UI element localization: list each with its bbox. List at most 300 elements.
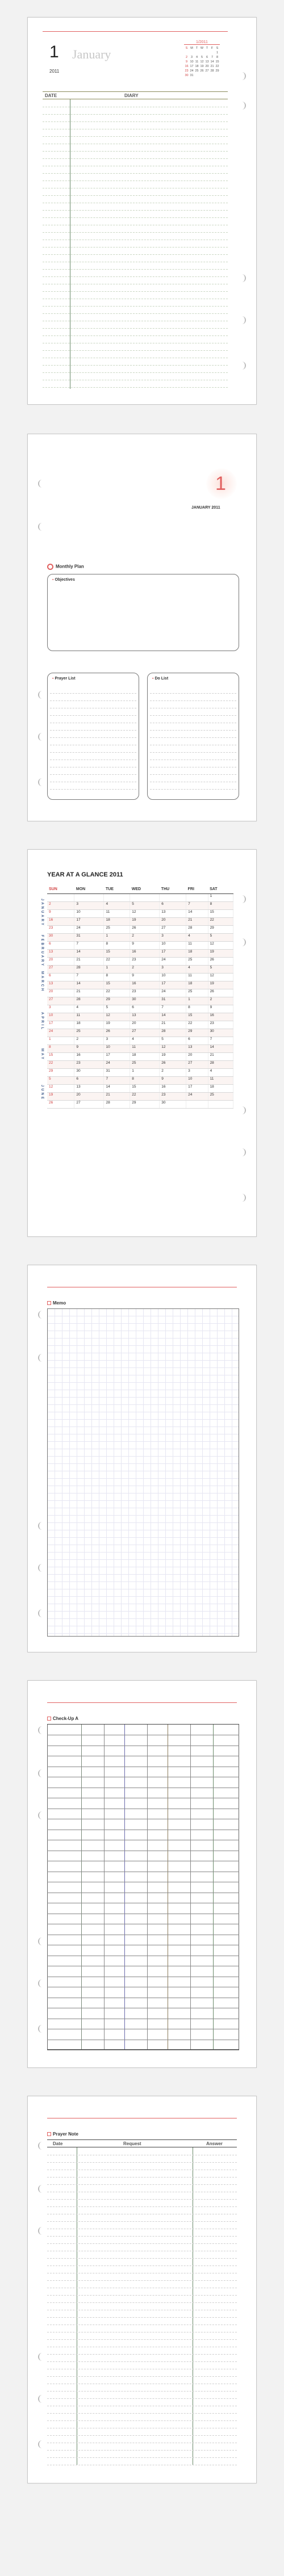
ruled-line (150, 730, 236, 731)
year-cal-day: 4 (130, 1037, 160, 1044)
mini-cal-day: 29 (215, 69, 219, 73)
year-cal-day: 25 (74, 1029, 104, 1037)
do-list-box[interactable] (147, 673, 239, 800)
year-cal-day: 26 (208, 957, 233, 965)
year-cal-day: 17 (104, 1052, 130, 1060)
year-cal-day: 24 (74, 925, 104, 933)
year-cal-day: 5 (47, 1076, 74, 1084)
ruled-line (47, 2391, 237, 2392)
ruled-line (47, 2413, 237, 2414)
binder-ring (38, 1811, 43, 1819)
mini-cal-weekday: F (211, 47, 214, 50)
mini-cal-day: 15 (215, 60, 219, 64)
binder-ring (241, 1148, 246, 1156)
ruled-line (47, 2236, 237, 2237)
mini-cal-day: 3 (190, 56, 193, 59)
year-cal-day: 30 (130, 997, 160, 1005)
mini-cal-day: 8 (216, 56, 219, 59)
mini-cal-day (189, 51, 194, 55)
year-cal-day: 3 (186, 1068, 208, 1076)
grid-column-line (190, 1725, 191, 2049)
mini-cal-weekday: S (216, 47, 219, 50)
ruled-line (43, 350, 228, 351)
prayer-list-label: ▪ Prayer List (52, 677, 76, 681)
year-calendar-grid (47, 885, 233, 1109)
year-cal-day: 6 (186, 1037, 208, 1044)
binder-ring (241, 274, 246, 282)
ruled-line (150, 715, 236, 716)
diary-ruled-lines (43, 99, 228, 389)
ruled-line (50, 774, 136, 775)
year-cal-day: 3 (104, 1037, 130, 1044)
year-cal-day (186, 1100, 208, 1108)
top-red-rule (47, 1702, 237, 1703)
ruled-line (47, 2376, 237, 2377)
year-cal-day: 22 (130, 1092, 160, 1100)
ruled-line (43, 313, 228, 314)
mini-cal-day: 23 (185, 69, 189, 73)
year-cal-day: 17 (160, 981, 186, 989)
weekday-header: MON (74, 885, 104, 893)
ruled-line (47, 2339, 237, 2340)
year-cal-day: 24 (47, 1029, 74, 1037)
year-cal-day: 12 (208, 941, 233, 949)
ruled-line (43, 328, 228, 329)
year-cal-day: 29 (186, 1029, 208, 1037)
year-cal-day: 27 (186, 1060, 208, 1068)
year-cal-day: 17 (186, 1084, 208, 1092)
year-cal-day: 18 (104, 917, 130, 925)
do-list-label-text: Do List (154, 677, 169, 681)
year-cal-day: 16 (130, 981, 160, 989)
year-cal-day: 27 (130, 1029, 160, 1037)
year-cal-day: 1 (208, 893, 233, 901)
year-cal-day: 27 (74, 1100, 104, 1108)
ruled-line (43, 365, 228, 366)
ruled-line (47, 2302, 237, 2303)
binder-ring (38, 1609, 43, 1617)
mini-cal-day: 20 (205, 65, 209, 68)
year-cal-day: 31 (104, 1068, 130, 1076)
year-cal-day: 27 (47, 997, 74, 1005)
year-cal-day: 21 (186, 917, 208, 925)
year-cal-day: 29 (47, 1068, 74, 1076)
top-red-rule (43, 31, 228, 32)
year-cal-day: 20 (74, 1092, 104, 1100)
mini-cal-day: 16 (185, 65, 189, 68)
checkup-grid[interactable] (47, 1724, 239, 2050)
binder-ring (241, 938, 246, 946)
memo-title-text: Memo (53, 1300, 66, 1306)
year-cal-day: 7 (74, 973, 104, 981)
year-cal-day: 11 (74, 1013, 104, 1021)
mini-cal-day (199, 51, 204, 55)
ruled-line (47, 2435, 237, 2436)
mini-cal-weekday: M (190, 47, 193, 50)
grid-column-line (124, 1725, 125, 2049)
year-cal-day: 20 (47, 989, 74, 997)
year-cal-day: 27 (47, 965, 74, 973)
year-cal-day: 9 (130, 973, 160, 981)
year-cal-day: 4 (74, 1005, 104, 1013)
binder-ring (38, 1979, 43, 1987)
grid-column-line (213, 1725, 214, 2049)
ruled-line (47, 2457, 237, 2458)
prayer-list-lines (50, 686, 136, 796)
month-number: 1 (215, 473, 226, 494)
year-cal-day: 6 (47, 941, 74, 949)
year-cal-day: 8 (130, 1076, 160, 1084)
mini-cal-day: 31 (190, 74, 194, 77)
year-cal-day (104, 893, 130, 901)
year-cal-day (186, 893, 208, 901)
year-cal-day: 30 (74, 1068, 104, 1076)
year-cal-day: 25 (186, 957, 208, 965)
col-answer-header: Answer (206, 2141, 223, 2146)
monthly-plan-title (47, 564, 84, 570)
daily-diary-page (27, 17, 257, 405)
mini-cal-day: 22 (215, 65, 219, 68)
year-cal-day: 31 (160, 997, 186, 1005)
mini-cal-day: 11 (195, 60, 199, 64)
ruled-line (47, 2265, 237, 2266)
year-cal-day: 14 (74, 981, 104, 989)
year-cal-day: 28 (74, 965, 104, 973)
year-cal-day: 8 (104, 941, 130, 949)
mini-cal-day: 14 (210, 60, 214, 64)
binder-ring (241, 362, 246, 370)
date-header: DATE (45, 93, 57, 98)
year-cal-day: 12 (130, 909, 160, 917)
mini-calendar-title: 1/2011 (184, 40, 220, 45)
ruled-line (50, 730, 136, 731)
binder-ring (38, 2353, 43, 2361)
year-cal-day: 7 (74, 941, 104, 949)
year-cal-day: 13 (186, 1044, 208, 1052)
year-cal-day: 3 (47, 1005, 74, 1013)
year-cal-day: 15 (130, 1084, 160, 1092)
ruled-line (43, 269, 228, 270)
year-cal-day: 4 (104, 901, 130, 909)
year-cal-day: 8 (186, 1005, 208, 1013)
year-cal-day: 2 (47, 901, 74, 909)
mini-cal-day: 6 (206, 56, 208, 59)
year-cal-day: 11 (186, 973, 208, 981)
year-cal-day: 5 (130, 901, 160, 909)
ruled-line (43, 114, 228, 115)
year-cal-day: 30 (160, 1100, 186, 1108)
ruled-line (150, 700, 236, 701)
mini-cal-day: 12 (200, 60, 204, 64)
binder-ring (38, 733, 43, 741)
year-cal-day: 14 (74, 949, 104, 957)
objectives-label-text: Objectives (55, 578, 75, 582)
year-cal-day: 18 (208, 1084, 233, 1092)
year-cal-day: 19 (160, 1052, 186, 1060)
do-list-label: ▪ Do List (152, 677, 169, 681)
mini-cal-day: 4 (195, 56, 198, 59)
year-cal-day: 23 (74, 1060, 104, 1068)
ruled-line (47, 2258, 237, 2259)
year-cal-day: 9 (160, 1076, 186, 1084)
year-cal-day: 23 (208, 1021, 233, 1029)
month-label: JANUARY 2011 (191, 506, 220, 510)
ruled-line (43, 158, 228, 159)
ruled-line (43, 306, 228, 307)
mini-cal-day: 7 (211, 56, 214, 59)
year-cal-day: 14 (104, 1084, 130, 1092)
grid-column-line (147, 1725, 148, 2049)
year-cal-day: 9 (47, 909, 74, 917)
checkup-title-text: Check-Up A (53, 1716, 79, 1721)
square-icon (47, 1301, 51, 1305)
do-list-lines (150, 686, 236, 796)
year-cal-day: 26 (47, 1100, 74, 1108)
binder-ring (38, 1937, 43, 1945)
year-cal-day: 26 (208, 989, 233, 997)
mini-cal-day: 28 (210, 69, 214, 73)
binder-ring (38, 2025, 43, 2033)
year-cal-day: 14 (160, 1013, 186, 1021)
year-cal-day: 19 (208, 949, 233, 957)
ruled-line (47, 2184, 237, 2185)
year-cal-day: 9 (208, 1005, 233, 1013)
prayer-note-page (27, 2096, 257, 2483)
year-cal-day: 23 (130, 989, 160, 997)
ruled-line (43, 335, 228, 336)
year-cal-day: 9 (74, 1044, 104, 1052)
year-cal-day: 18 (74, 1021, 104, 1029)
year-cal-day: 15 (208, 909, 233, 917)
year-cal-day: 28 (160, 1029, 186, 1037)
year-cal-day: 14 (208, 1044, 233, 1052)
mini-cal-day: 17 (190, 65, 194, 68)
year-at-a-glance-page (27, 849, 257, 1237)
year-cal-day: 30 (47, 933, 74, 941)
prayer-note-title-text: Prayer Note (53, 2132, 78, 2137)
mini-cal-day (194, 73, 199, 78)
ruled-line (50, 693, 136, 694)
ruled-line (50, 737, 136, 738)
year-cal-day: 4 (186, 965, 208, 973)
ruled-line (47, 2177, 237, 2178)
ruled-line (43, 195, 228, 196)
mini-cal-weekday: T (195, 47, 198, 50)
year-cal-day: 8 (208, 901, 233, 909)
monthly-plan-label: Monthly Plan (56, 564, 84, 569)
ruled-line (47, 2243, 237, 2244)
mini-cal-day: 13 (205, 60, 209, 64)
mini-cal-day (204, 73, 210, 78)
year-cal-day: 26 (160, 1060, 186, 1068)
ruled-line (47, 2450, 237, 2451)
weekday-header: SUN (47, 885, 74, 893)
year-title: YEAR AT A GLANCE 2011 (47, 871, 123, 878)
year-cal-day: 18 (130, 1052, 160, 1060)
year-cal-day: 20 (130, 1021, 160, 1029)
year-cal-day: 5 (208, 965, 233, 973)
year-cal-day: 6 (47, 973, 74, 981)
binder-ring (38, 1769, 43, 1777)
ruled-line (43, 372, 228, 373)
year-cal-day: 25 (186, 989, 208, 997)
mini-cal-day: 9 (185, 60, 188, 64)
year-cal-day: 5 (208, 933, 233, 941)
year-cal-day: 2 (130, 933, 160, 941)
ruled-line (47, 2162, 237, 2163)
ruled-line (47, 2199, 237, 2200)
year-cal-day: 19 (47, 1092, 74, 1100)
mini-cal-day (184, 51, 189, 55)
mini-cal-day: 1 (216, 51, 219, 54)
year-cal-day: 15 (47, 1052, 74, 1060)
year-cal-day: 4 (186, 933, 208, 941)
year-cal-day (130, 893, 160, 901)
year-cal-day: 18 (186, 949, 208, 957)
year-cal-day: 30 (208, 1029, 233, 1037)
month-label: APRIL (40, 1012, 44, 1031)
memo-grid[interactable] (47, 1308, 239, 1637)
year-cal-day: 10 (186, 1076, 208, 1084)
square-icon (47, 2132, 51, 2136)
weekday-header: TUE (104, 885, 130, 893)
ruled-line (50, 715, 136, 716)
binder-ring (38, 2227, 43, 2235)
month-name: January (72, 47, 111, 61)
diary-header: DIARY (124, 93, 139, 98)
year-cal-day: 21 (208, 1052, 233, 1060)
year-cal-day: 14 (186, 909, 208, 917)
year-cal-day: 17 (74, 917, 104, 925)
mini-cal-weekday: S (185, 47, 188, 50)
year-cal-day: 16 (47, 917, 74, 925)
weekday-header: FRI (186, 885, 208, 893)
year-cal-day: 20 (186, 1052, 208, 1060)
ruled-line (43, 217, 228, 218)
year-cal-day: 24 (160, 957, 186, 965)
year-cal-day: 13 (130, 1013, 160, 1021)
year-cal-day: 3 (74, 901, 104, 909)
year-cal-day: 28 (208, 1060, 233, 1068)
grid-column-line (81, 1725, 82, 2049)
year-cal-day: 27 (160, 925, 186, 933)
year-cal-day: 20 (160, 917, 186, 925)
year-cal-day: 29 (130, 1100, 160, 1108)
binder-ring (38, 2185, 43, 2193)
ruled-line (47, 2317, 237, 2318)
binder-ring (38, 778, 43, 786)
year-cal-day: 5 (104, 1005, 130, 1013)
year-cal-day: 11 (104, 909, 130, 917)
year-cal-day: 12 (160, 1044, 186, 1052)
square-icon (47, 1717, 51, 1721)
ruled-line (150, 789, 236, 790)
mini-cal-day (204, 51, 210, 55)
year-cal-day: 13 (160, 909, 186, 917)
mini-cal-day: 10 (190, 60, 194, 64)
year-cal-day: 29 (104, 997, 130, 1005)
mini-cal-day: 26 (200, 69, 204, 73)
year-cal-day: 6 (130, 1005, 160, 1013)
grid-column-line (47, 1725, 48, 2049)
binder-ring (38, 691, 43, 699)
year-cal-day: 19 (130, 917, 160, 925)
checkup-title (47, 1716, 78, 1721)
year-cal-day: 23 (130, 957, 160, 965)
binder-ring (38, 1522, 43, 1530)
year-cal-day: 11 (186, 941, 208, 949)
year-cal-day: 21 (74, 989, 104, 997)
year-cal-day: 12 (208, 973, 233, 981)
month-label: MARCH (40, 971, 44, 993)
year-cal-day: 26 (130, 925, 160, 933)
weekday-header: THU (160, 885, 186, 893)
ruled-line (47, 2354, 237, 2355)
year-cal-day: 24 (186, 1092, 208, 1100)
year-cal-day (160, 893, 186, 901)
year-cal-day: 16 (208, 1013, 233, 1021)
year-cal-day: 6 (74, 1076, 104, 1084)
year-cal-day: 17 (47, 1021, 74, 1029)
monthly-plan-page (27, 434, 257, 821)
prayer-list-box[interactable] (47, 673, 139, 800)
ruled-line (47, 2398, 237, 2399)
binder-ring (241, 102, 246, 110)
year-cal-day: 21 (74, 957, 104, 965)
mini-cal-day (210, 73, 215, 78)
mini-cal-weekday: W (200, 47, 204, 50)
month-label: MAY (40, 1048, 44, 1061)
year-cal-day: 2 (160, 1068, 186, 1076)
year-cal-day: 24 (104, 1060, 130, 1068)
binder-ring (241, 316, 246, 324)
year-cal-day: 2 (74, 1037, 104, 1044)
month-label: JANUARY (40, 899, 44, 927)
ruled-line (43, 151, 228, 152)
memo-title (47, 1300, 66, 1306)
ruled-line (47, 2206, 237, 2207)
year-cal-day: 10 (104, 1044, 130, 1052)
year-cal-day: 7 (186, 901, 208, 909)
binder-ring (241, 1106, 246, 1114)
weekday-header: WED (130, 885, 160, 893)
binder-ring (38, 1564, 43, 1572)
objectives-box[interactable] (47, 574, 239, 651)
binder-ring (241, 72, 246, 80)
binder-ring (38, 2395, 43, 2403)
year-cal-day (208, 1100, 233, 1108)
mini-cal-day (194, 51, 199, 55)
year-cal-day: 11 (130, 1044, 160, 1052)
binder-ring (38, 2440, 43, 2448)
circle-icon (47, 564, 53, 570)
weekday-header: SAT (208, 885, 233, 893)
year-cal-day: 28 (104, 1100, 130, 1108)
mini-cal-day: 2 (185, 56, 188, 59)
ruled-line (43, 121, 228, 122)
ruled-line (43, 136, 228, 137)
year-cal-day: 2 (130, 965, 160, 973)
ruled-line (43, 254, 228, 255)
year-cal-day: 1 (130, 1068, 160, 1076)
binder-ring (38, 1726, 43, 1734)
year-cal-day (47, 893, 74, 901)
year-cal-day: 12 (104, 1013, 130, 1021)
mini-calendar (184, 40, 220, 78)
year-cal-day: 25 (208, 1092, 233, 1100)
year-cal-day (74, 893, 104, 901)
year-cal-day: 10 (160, 973, 186, 981)
